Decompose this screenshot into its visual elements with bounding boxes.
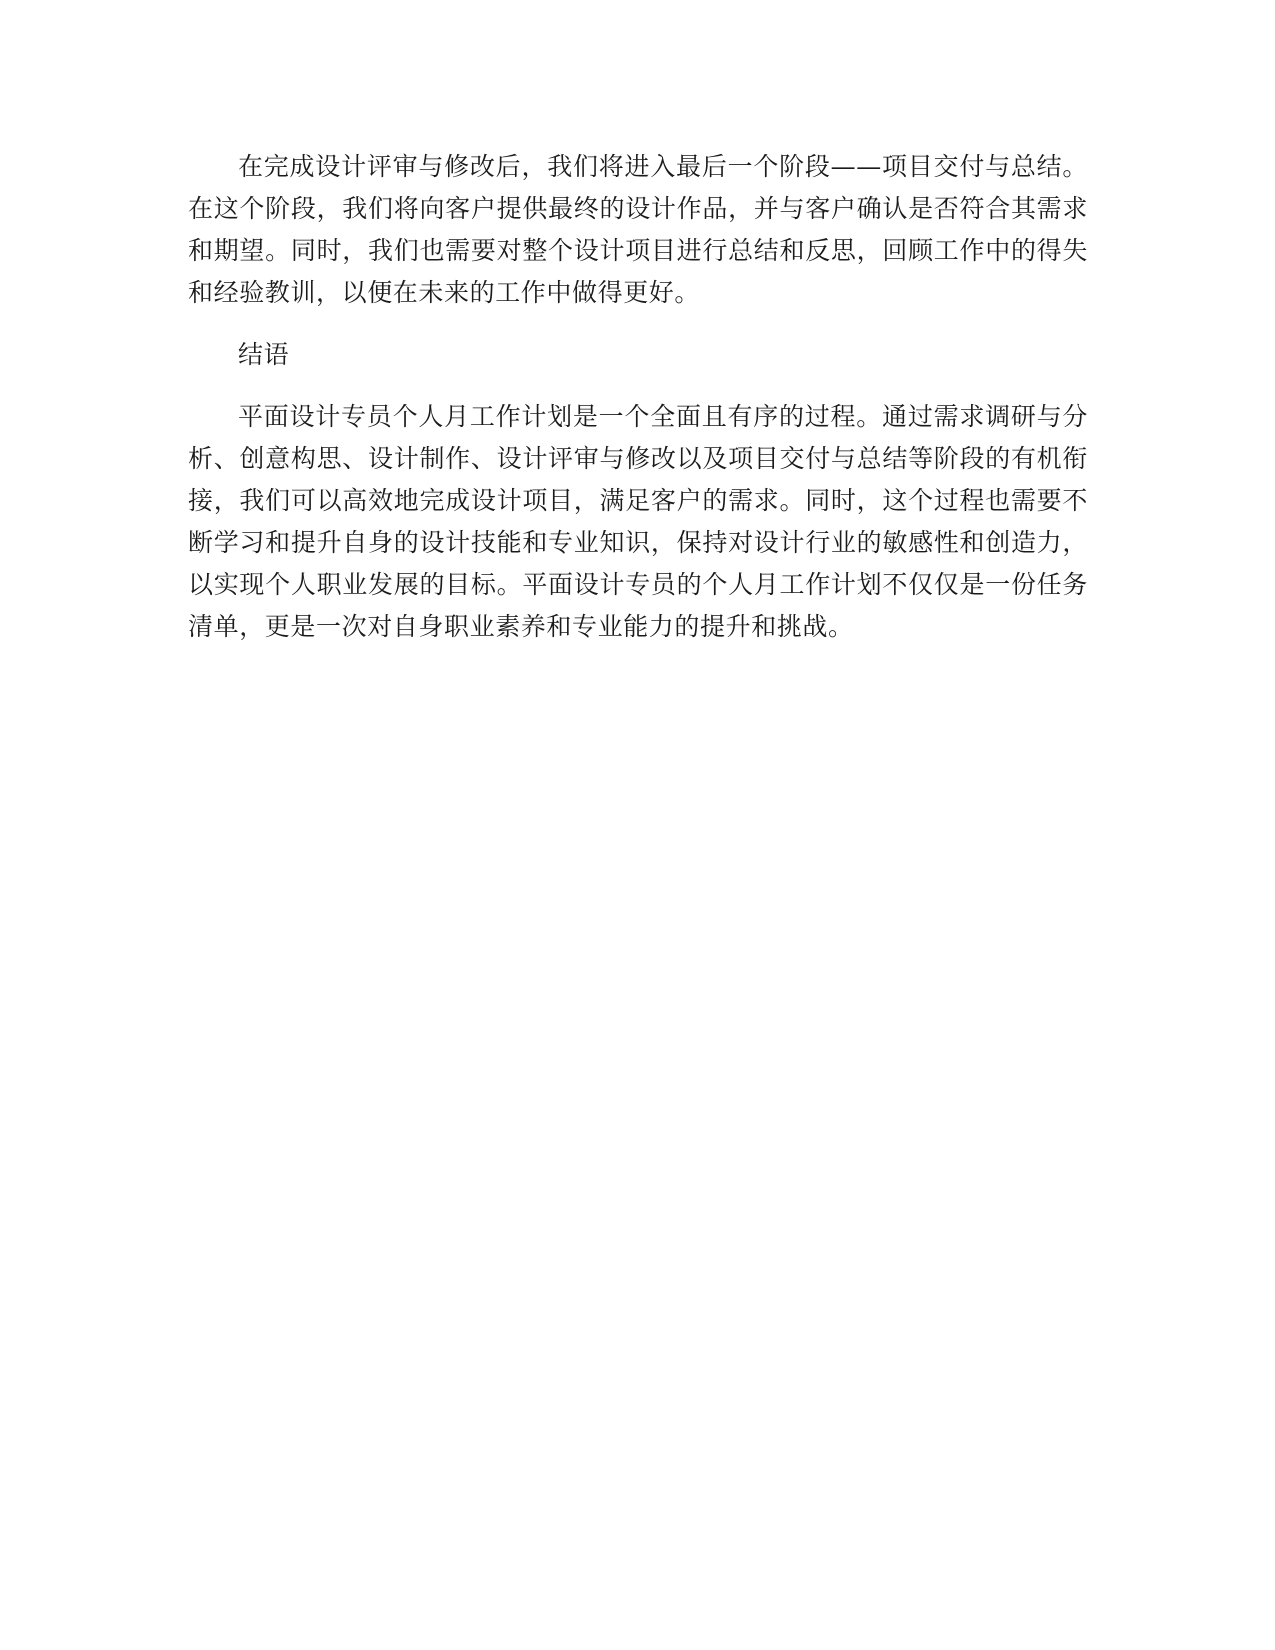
document-body bbox=[188, 146, 1088, 668]
paragraph-conclusion: 平面设计专员个人月工作计划是一个全面且有序的过程。通过需求调研与分析、创意构思、设计制作、设计评审与修改以及项目交付与总结等阶段的有机衔接，我们可以高效地完成设计项目，满足客户的需求。同时，这个过程也需要不断学习和提升自身的设计技能和专业知识，保持对设计行业的敏感性和创造力，以实现个人职业发展的目标。平面设计专员的个人月工作计划不仅仅是一份任务清单，更是一次对自身职业素养和专业能力的提升和挑战。 bbox=[188, 402, 1088, 641]
paragraph-project-delivery: 在完成设计评审与修改后，我们将进入最后一个阶段——项目交付与总结。在这个阶段，我们将向客户提供最终的设计作品，并与客户确认是否符合其需求和期望。同时，我们也需要对整个设计项目进行总结和反思，回顾工作中的得失和经验教训，以便在未来的工作中做得更好。 bbox=[188, 152, 1088, 307]
section-heading-conclusion: 结语 bbox=[238, 340, 290, 369]
